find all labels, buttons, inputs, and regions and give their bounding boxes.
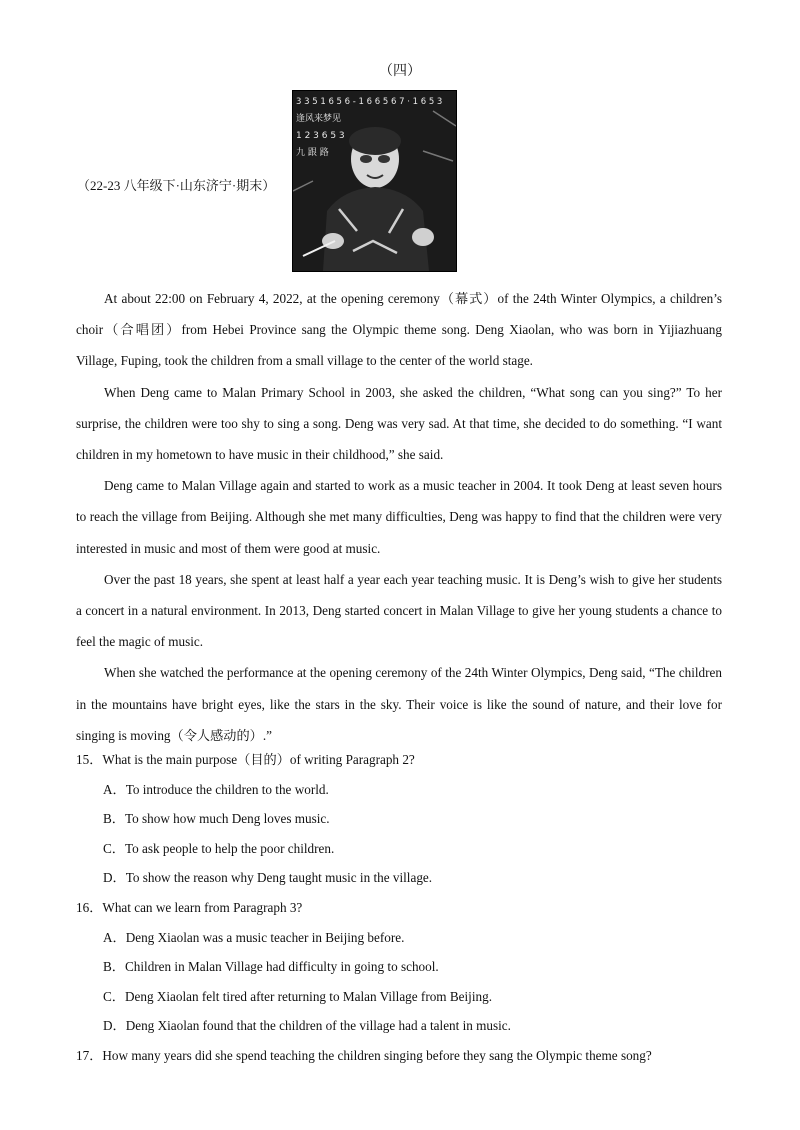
- board-line-2: 逢风来梦见: [296, 114, 342, 124]
- option-b[interactable]: B．To show how much Deng loves music.: [103, 811, 330, 827]
- board-line-4: 九 跟 路: [296, 148, 329, 158]
- conductor-photo: [292, 90, 457, 272]
- option-c[interactable]: C．Deng Xiaolan felt tired after returning to Malan Village from Beijing.: [103, 988, 492, 1004]
- passage-paragraph-4: Over the past 18 years, she spent at least half a year each year teaching music. It is Deng’s wish to give her students a concert in a natural environment. In 2013, Deng started concert in Malan Village to give her young students a chance to feel the magic of music.: [76, 571, 722, 650]
- source-label: （22-23 八年级下·山东济宁·期末）: [77, 178, 276, 193]
- option-b[interactable]: B．Children in Malan Village had difficulty in going to school.: [103, 959, 439, 975]
- passage-paragraph-1: At about 22:00 on February 4, 2022, at the opening ceremony（幕式）of the 24th Winter Olympics, a children’s choir（合唱团）from Hebei Province sang the Olympic theme song. Deng Xiaolan, who was born in Yijiazhuang Village, Fuping, took the children from a small village to the center of the world stage.: [76, 291, 722, 369]
- question-stem: 15．What is the main purpose（目的）of writing Paragraph 2?: [76, 752, 415, 767]
- board-line-1: 3 3 5 1 6 5 6 - 1 6 6 5 6 7 · 1 6 5 3: [296, 97, 443, 107]
- question-17: [76, 1041, 726, 1071]
- option-c[interactable]: C．To ask people to help the poor children.: [103, 840, 335, 856]
- passage-paragraph-3: Deng came to Malan Village again and started to work as a music teacher in 2004. It took Deng at least seven hours to reach the village from Beijing. Although she met many difficulties, Deng was happy to find that the children were very interested in music and most of them were good at music.: [76, 478, 722, 556]
- board-line-3: 1 2 3 6 5 3: [296, 131, 345, 141]
- question-stem: 16．What can we learn from Paragraph 3?: [76, 899, 303, 915]
- option-a[interactable]: A．Deng Xiaolan was a music teacher in Beijing before.: [103, 929, 405, 945]
- question-15: [76, 745, 726, 893]
- reading-passage: [76, 283, 722, 751]
- option-d[interactable]: D．To show the reason why Deng taught music in the village.: [103, 870, 433, 886]
- passage-paragraph-2: When Deng came to Malan Primary School in 2003, she asked the children, “What song can you sing?” To her surprise, the children were too shy to sing a song. Deng was very sad. At that time, she decided to do something. “I want children in my hometown to have music in their childhood,” she said.: [76, 384, 722, 463]
- option-d[interactable]: D．Deng Xiaolan found that the children of the village had a talent in music.: [103, 1018, 511, 1034]
- conductor-photo-icon: [293, 91, 456, 271]
- question-list: [76, 745, 726, 1071]
- passage-paragraph-5: When she watched the performance at the opening ceremony of the 24th Winter Olympics, Deng said, “The children in the mountains have bright eyes, like the stars in the sky. Their voice is like the sound of nature, and their love for singing is moving（令人感动的）.”: [76, 665, 722, 743]
- question-16: [76, 893, 726, 1041]
- question-stem: 17．How many years did she spend teaching the children singing before they sang the Olympic theme song?: [76, 1047, 652, 1063]
- section-number: （四）: [379, 64, 421, 79]
- option-a[interactable]: A．To introduce the children to the world.: [103, 781, 329, 797]
